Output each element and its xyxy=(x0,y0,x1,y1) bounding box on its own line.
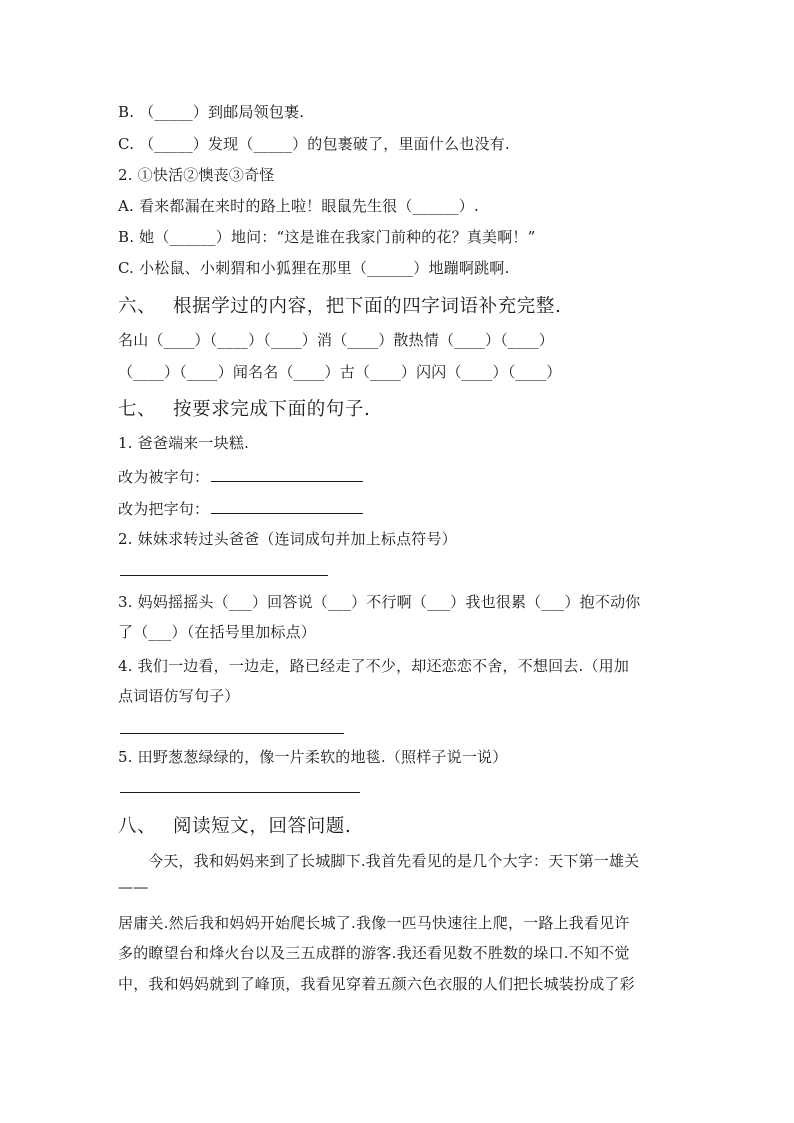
sentence-question-5: 5. 田野葱葱绿绿的，像一片柔软的地毯.（照样子说一说） xyxy=(118,748,508,766)
section-8-heading xyxy=(118,815,351,839)
answer-line-q4[interactable] xyxy=(120,733,344,734)
prompt-label: 改为把字句： xyxy=(118,500,210,518)
passage-line-5: 中，我和妈妈就到了峰顶，我看见穿着五颜六色衣服的人们把长城装扮成了彩 xyxy=(118,975,635,993)
sentence-question-3-line1: 3. 妈妈摇摇头（___）回答说（___）不行啊（___）我也很累（___）抱不动你 xyxy=(118,593,641,611)
section-number: 八、 xyxy=(118,816,157,837)
section-title: 按要求完成下面的句子. xyxy=(173,399,371,420)
answer-blank[interactable] xyxy=(211,466,363,482)
idiom-row-1: 名山（____）（____）（____）消（____）散热情（____）（____） xyxy=(118,331,554,349)
question-line-c2: C. 小松鼠、小刺猬和小狐狸在那里（______）地蹦啊跳啊. xyxy=(118,259,510,277)
section-title: 阅读短文，回答问题. xyxy=(173,816,352,837)
section-6-heading xyxy=(118,295,561,319)
question-line-a2: A. 看来都漏在来时的路上啦！眼鼠先生很（______）. xyxy=(118,197,479,215)
question-line-b2: B. 她（______）地问：“这是谁在我家门前种的花？真美啊！” xyxy=(118,228,536,246)
ba-answer-row xyxy=(118,498,363,519)
sentence-question-4-line2: 点词语仿写句子） xyxy=(118,687,240,705)
section-number: 六、 xyxy=(118,296,157,317)
passage-line-3: 居庸关.然后我和妈妈开始爬长城了.我像一匹马快速往上爬，一路上我看见许 xyxy=(118,914,630,932)
sentence-question-1: 1. 爸爸端来一块糕. xyxy=(118,434,250,452)
answer-line-q2[interactable] xyxy=(120,575,328,576)
passage-line-4: 多的瞭望台和烽火台以及三五成群的游客.我还看见数不胜数的垛口.不知不觉 xyxy=(118,944,630,962)
idiom-row-2: （____）（____）闻名名（____）古（____）闪闪（____）（____） xyxy=(118,363,562,381)
answer-blank[interactable] xyxy=(211,498,363,514)
question-line-b1: B. （_____）到邮局领包裹. xyxy=(118,103,305,121)
passage-line-2: —— xyxy=(118,878,149,896)
section-7-heading xyxy=(118,398,370,422)
question-2-options: 2. ①快活②懊丧③奇怪 xyxy=(118,166,275,184)
section-title: 根据学过的内容，把下面的四字词语补充完整. xyxy=(173,296,562,317)
section-number: 七、 xyxy=(118,399,157,420)
sentence-question-4-line1: 4. 我们一边看，一边走，路已经走了不少，却还恋恋不舍，不想回去.（用加 xyxy=(118,657,630,675)
passive-answer-row xyxy=(118,466,363,487)
question-line-c1: C. （_____）发现（_____）的包裹破了，里面什么也没有. xyxy=(118,135,510,153)
passage-line-1: 今天，我和妈妈来到了长城脚下.我首先看见的是几个大字：天下第一雄关 xyxy=(148,852,640,870)
sentence-question-3-line2: 了（___）（在括号里加标点） xyxy=(118,623,317,641)
prompt-label: 改为被字句： xyxy=(118,468,210,486)
sentence-question-2: 2. 妹妹求转过头爸爸（连词成句并加上标点符号） xyxy=(118,530,457,548)
answer-line-q5[interactable] xyxy=(120,792,360,793)
